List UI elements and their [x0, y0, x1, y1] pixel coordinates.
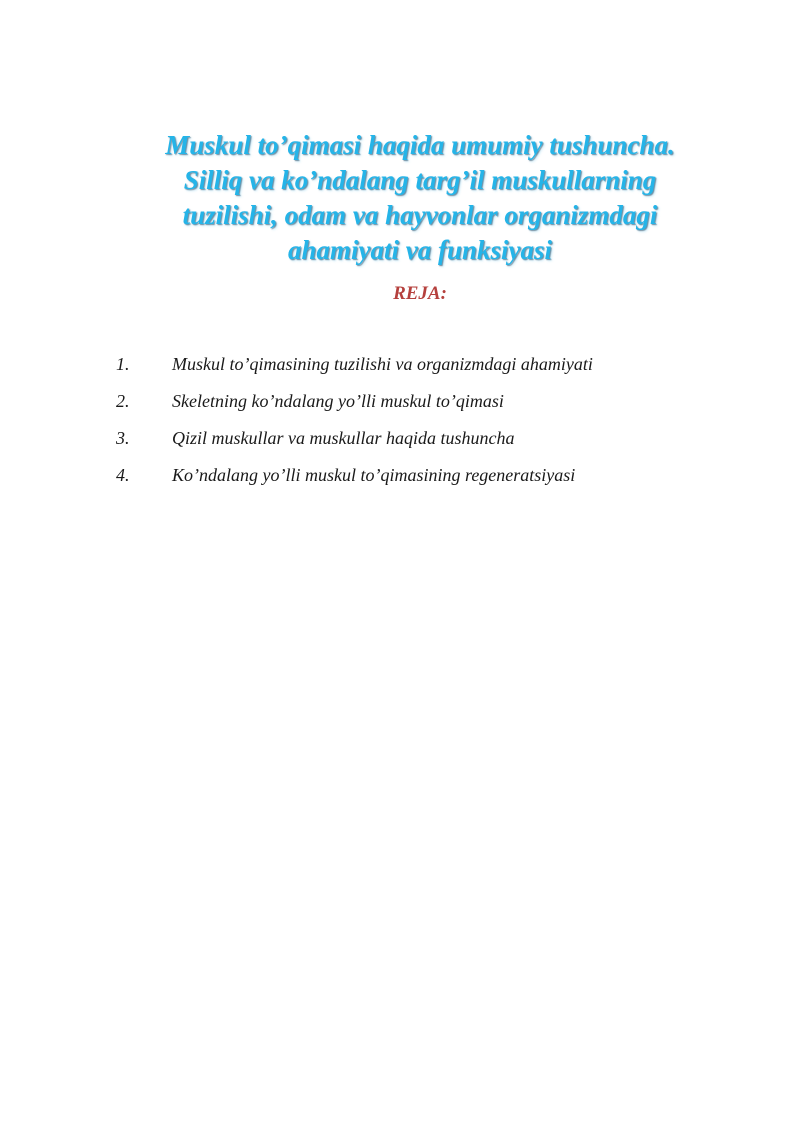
- title-line: ahamiyati va funksiyasi: [287, 235, 552, 266]
- plan-item-text: Qizil muskullar va muskullar haqida tushuncha: [172, 428, 515, 448]
- plan-item: [116, 351, 756, 388]
- plan-heading: REJA:: [393, 283, 447, 304]
- title-line: Muskul to’qimasi haqida umumiy tushuncha.: [165, 130, 675, 161]
- document-title: [100, 128, 740, 268]
- plan-item: [116, 425, 756, 462]
- plan-item-text: Skeletning ko’ndalang yo’lli muskul to’qimasi: [172, 391, 504, 411]
- plan-item: [116, 388, 756, 425]
- plan-item-number: 3.: [116, 428, 130, 448]
- plan-item-text: Ko’ndalang yo’lli muskul to’qimasining regeneratsiyasi: [172, 465, 576, 485]
- title-line: Silliq va ko’ndalang targ’il muskullarning: [183, 165, 657, 196]
- plan-item-text: Muskul to’qimasining tuzilishi va organizmdagi ahamiyati: [172, 354, 593, 374]
- plan-item-number: 4.: [116, 465, 130, 485]
- plan-list: [116, 351, 756, 499]
- title-line: tuzilishi, odam va hayvonlar organizmdagi: [182, 200, 658, 231]
- plan-item-number: 1.: [116, 354, 130, 374]
- plan-item-number: 2.: [116, 391, 130, 411]
- plan-item: [116, 462, 756, 499]
